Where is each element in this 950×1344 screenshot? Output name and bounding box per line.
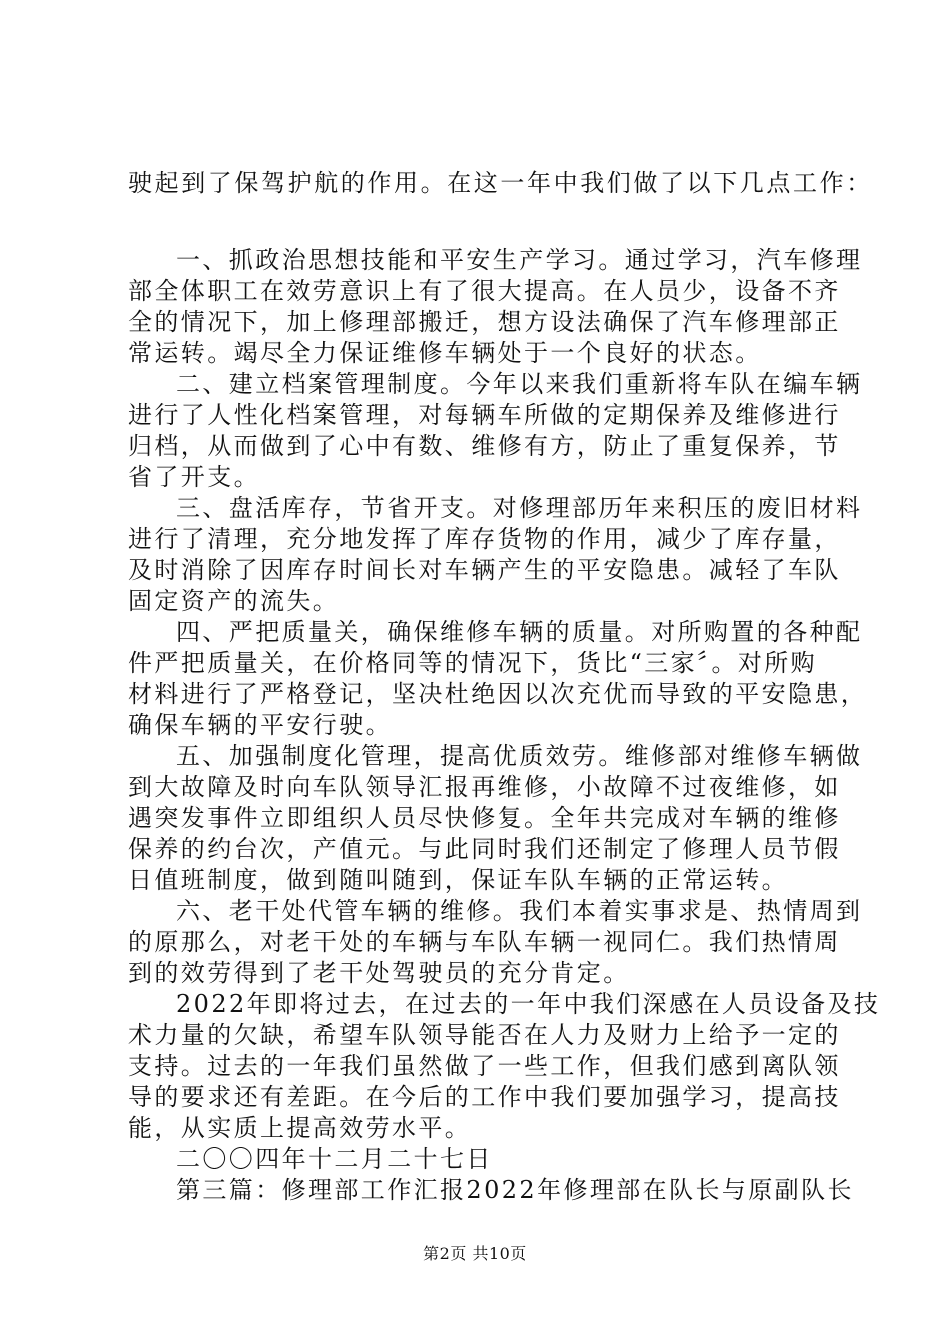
opening-line: 驶起到了保驾护航的作用。在这一年中我们做了以下几点工作： — [128, 169, 873, 197]
paragraph-line: 全的情况下，加上修理部搬迁，想方设法确保了汽车修理部正 — [128, 308, 841, 336]
paragraph-line: 日值班制度，做到随叫随到，保证车队车辆的正常运转。 — [128, 866, 788, 894]
paragraph-line: 导的要求还有差距。在今后的工作中我们要加强学习，提高技 — [128, 1083, 841, 1111]
document-body — [128, 168, 881, 1206]
paragraph-line: 确保车辆的平安行驶。 — [128, 711, 392, 739]
paragraph-3 — [128, 493, 863, 617]
paragraph-line: 六、老干处代管车辆的维修。我们本着实事求是、热情周到 — [176, 897, 863, 925]
paragraph-line: 的原那么，对老干处的车辆与车队车辆一视同仁。我们热情周 — [128, 928, 841, 956]
paragraph-line: 遇突发事件立即组织人员尽快修复。全年共完成对车辆的维修 — [128, 804, 841, 832]
paragraph-line: 三、盘活库存，节省开支。对修理部历年来积压的废旧材料 — [176, 494, 863, 522]
paragraph-line: 2022年即将过去，在过去的一年中我们深感在人员设备及技 — [176, 990, 881, 1018]
paragraph-7 — [128, 989, 881, 1144]
paragraph-line: 进行了人性化档案管理，对每辆车所做的定期保养及维修进行 — [128, 401, 841, 429]
paragraph-line: 保养的约台次，产值元。与此同时我们还制定了修理人员节假 — [128, 835, 841, 863]
paragraph-line: 术力量的欠缺，希望车队领导能否在人力及财力上给予一定的 — [128, 1021, 841, 1049]
page-number-label: 第2页 共10页 — [423, 1244, 527, 1263]
paragraph-line: 部全体职工在效劳意识上有了很大提高。在人员少，设备不齐 — [128, 277, 841, 305]
paragraph-2 — [128, 369, 863, 493]
paragraph-4 — [128, 617, 868, 741]
paragraph-line: 能，从实质上提高效劳水平。 — [128, 1114, 472, 1142]
paragraph-6 — [128, 896, 863, 989]
paragraph-line: 二、建立档案管理制度。今年以来我们重新将车队在编车辆 — [176, 370, 863, 398]
paragraph-line: 到的效劳得到了老干处驾驶员的充分肯定。 — [128, 959, 630, 987]
paragraph-line: 四、严把质量关，确保维修车辆的质量。对所购置的各种配 — [176, 618, 863, 646]
paragraph-line: 件严把质量关，在价格同等的情况下，货比“三家〞。对所购 — [128, 649, 818, 677]
paragraph-1 — [128, 245, 863, 369]
paragraph-line: 及时消除了因库存时间长对车辆产生的平安隐患。减轻了车队 — [128, 556, 841, 584]
paragraph-line: 归档，从而做到了心中有数、维修有方，防止了重复保养，节 — [128, 432, 841, 460]
paragraph-line: 进行了清理，充分地发挥了库存货物的作用，减少了库存量， — [128, 525, 841, 553]
paragraph-line: 一、抓政治思想技能和平安生产学习。通过学习，汽车修理 — [176, 246, 863, 274]
paragraph-line: 省了开支。 — [128, 463, 260, 491]
paragraph-5 — [128, 741, 863, 896]
section-heading-line: 第三篇：修理部工作汇报2022年修理部在队长与原副队长 — [176, 1176, 854, 1204]
paragraph-line: 五、加强制度化管理，提高优质效劳。维修部对维修车辆做 — [176, 742, 863, 770]
paragraph-line: 支持。过去的一年我们虽然做了一些工作，但我们感到离队领 — [128, 1052, 841, 1080]
paragraph-line: 材料进行了严格登记，坚决杜绝因以次充优而导致的平安隐患， — [128, 680, 868, 708]
paragraph-line: 常运转。竭尽全力保证维修车辆处于一个良好的状态。 — [128, 339, 762, 367]
date-line: 二〇〇四年十二月二十七日 — [176, 1145, 493, 1173]
paragraph-line: 到大故障及时向车队领导汇报再维修，小故障不过夜维修，如 — [128, 773, 841, 801]
page-footer — [0, 1244, 950, 1264]
paragraph-line: 固定资产的流失。 — [128, 587, 340, 615]
